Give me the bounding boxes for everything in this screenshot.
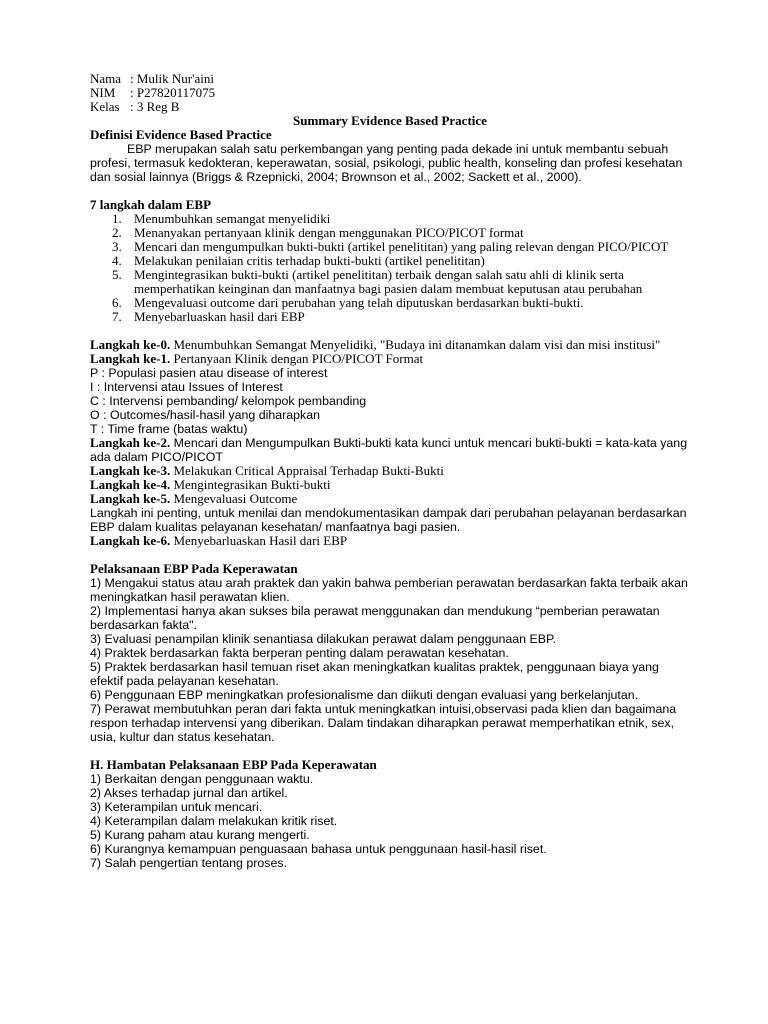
- header-kelas: [90, 100, 690, 114]
- hambatan-heading: H. Hambatan Pelaksanaan EBP Pada Keperawatan: [90, 757, 377, 772]
- list-item: 5. Mengintegrasikan bukti-bukti (artikel penelititan) terbaik dengan salah satu ahli di klinik serta memperhatikan keinginan dan manfaatnya bagi pasien dalam membuat keputusan atau perubahan: [112, 267, 643, 296]
- pico-p: P : Populasi pasien atau disease of interest: [90, 366, 328, 380]
- langkah-2-text: Mencari dan Mengumpulkan Bukti-bukti kata kunci untuk mencari bukti-bukti = kata-kata yang ada dalam PICO/PICOT: [90, 436, 688, 464]
- document-title: Summary Evidence Based Practice: [293, 113, 487, 128]
- pico-o: O : Outcomes/hasil-hasil yang diharapkan: [90, 408, 321, 422]
- langkah-5-text: Mengevaluasi Outcome: [170, 491, 298, 506]
- hambatan-item-7: 7) Salah pengertian tentang proses.: [90, 856, 288, 870]
- langkah-0: [90, 338, 690, 352]
- header-nim-value: : P27820117075: [130, 85, 216, 100]
- langkah-4: [90, 478, 690, 492]
- pelaksanaan-heading: Pelaksanaan EBP Pada Keperawatan: [90, 561, 298, 576]
- langkah-2-label: Langkah ke-2.: [90, 435, 171, 450]
- hambatan-item-5: 5) Kurang paham atau kurang mengerti.: [90, 828, 310, 842]
- langkah7-list: [90, 212, 690, 324]
- langkah-1-label: Langkah ke-1.: [90, 351, 171, 366]
- document-page: [90, 72, 690, 870]
- langkah-2: [90, 436, 690, 464]
- pelaksanaan-item-4: 4) Praktek berdasarkan fakta berperan penting dalam perawatan kesehatan.: [90, 646, 509, 660]
- pelaksanaan-item-6: 6) Penggunaan EBP meningkatkan profesionalisme dan diikuti dengan evaluasi yang berkelanjutan.: [90, 688, 639, 702]
- definisi-body: EBP merupakan salah satu perkembangan yang penting pada dekade ini untuk membantu sebuah profesi, termasuk kedokteran, keperawatan, sosial, psikologi, public health, konseling dan profesi kesehatan dan sosial lainnya (Briggs & Rzepnicki, 2004; Brownson et al., 2002; Sackett et al., 2000).: [90, 142, 683, 184]
- list-item: 1. Menumbuhkan semangat menyelidiki: [112, 211, 331, 226]
- langkah-0-label: Langkah ke-0.: [90, 337, 171, 352]
- pico-t: T : Time frame (batas waktu): [90, 422, 248, 436]
- langkah-6-label: Langkah ke-6.: [90, 533, 171, 548]
- pelaksanaan-item-2: 2) Implementasi hanya akan sukses bila perawat menggunakan dan mendukung “pemberian perawatan berdasarkan fakta".: [90, 604, 660, 632]
- langkah-3-label: Langkah ke-3.: [90, 463, 171, 478]
- header-kelas-label: Kelas: [90, 99, 120, 114]
- langkah-4-label: Langkah ke-4.: [90, 477, 171, 492]
- pelaksanaan-item-5: 5) Praktek berdasarkan hasil temuan riset akan meningkatkan kualitas praktek, penggunaan biaya yang efektif pada pelayanan kesehatan.: [90, 660, 659, 688]
- langkah-5-body: Langkah ini penting, untuk menilai dan mendokumentasikan dampak dari perubahan pelayanan berdasarkan EBP dalam kualitas pelayanan kesehatan/ manfaatnya bagi pasien.: [90, 506, 687, 534]
- langkah7-heading: 7 langkah dalam EBP: [90, 197, 212, 212]
- langkah-6: [90, 534, 690, 548]
- langkah-6-text: Menyebarluaskan Hasil dari EBP: [170, 533, 348, 548]
- hambatan-item-4: 4) Keterampilan dalam melakukan kritik riset.: [90, 814, 338, 828]
- list-item: 3. Mencari dan mengumpulkan bukti-bukti (artikel penelititan) yang paling relevan dengan PICO/PICOT: [112, 239, 669, 254]
- pelaksanaan-item-7: 7) Perawat membutuhkan peran dari fakta untuk meningkatkan intuisi,observasi pada klien dan bagaimana respon terhadap intervensi yang diberikan. Dalam tindakan diharapkan perawat memperhatikan etnik, sex, usia, kultur dan status kesehatan.: [90, 702, 677, 744]
- definisi-heading: Definisi Evidence Based Practice: [90, 127, 272, 142]
- header-nama: [90, 72, 690, 86]
- header-nim: [90, 86, 690, 100]
- list-item: 7. Menyebarluaskan hasil dari EBP: [112, 309, 305, 324]
- langkah-5-label: Langkah ke-5.: [90, 491, 171, 506]
- hambatan-item-1: 1) Berkaitan dengan penggunaan waktu.: [90, 772, 314, 786]
- list-item: 6. Mengevaluasi outcome dari perubahan yang telah diputuskan berdasarkan bukti-bukti.: [112, 295, 584, 310]
- list-item: 4. Melakukan penilaian critis terhadap bukti-bukti (artikel penelititan): [112, 253, 485, 268]
- pelaksanaan-item-1: 1) Mengakui status atau arah praktek dan yakin bahwa pemberian perawatan berdasarkan fakta terbaik akan meningkatkan hasil perawatan klien.: [90, 576, 688, 604]
- langkah-0-text: Menumbuhkan Semangat Menyelidiki, "Budaya ini ditanamkan dalam visi dan misi institusi": [170, 337, 661, 352]
- hambatan-item-2: 2) Akses terhadap jurnal dan artikel.: [90, 786, 288, 800]
- pico-i: I : Intervensi atau Issues of Interest: [90, 380, 283, 394]
- header-kelas-value: : 3 Reg B: [130, 99, 180, 114]
- langkah-1: [90, 352, 690, 366]
- langkah-3: [90, 464, 690, 478]
- list-item: 2. Menanyakan pertanyaan klinik dengan menggunakan PICO/PICOT format: [112, 225, 524, 240]
- pelaksanaan-item-3: 3) Evaluasi penampilan klinik senantiasa dilakukan perawat dalam penggunaan EBP.: [90, 632, 557, 646]
- header-nama-label: Nama: [90, 71, 122, 86]
- hambatan-item-3: 3) Keterampilan untuk mencari.: [90, 800, 263, 814]
- langkah-3-text: Melakukan Critical Appraisal Terhadap Bukti-Bukti: [170, 463, 444, 478]
- pico-c: C : Intervensi pembanding/ kelompok pembanding: [90, 394, 367, 408]
- langkah-1-text: Pertanyaan Klinik dengan PICO/PICOT Format: [170, 351, 424, 366]
- hambatan-item-6: 6) Kurangnya kemampuan penguasaan bahasa untuk penggunaan hasil-hasil riset.: [90, 842, 547, 856]
- header-nama-value: : Mulik Nur'aini: [130, 71, 214, 86]
- langkah-4-text: Mengintegrasikan Bukti-bukti: [170, 477, 331, 492]
- langkah-5: [90, 492, 690, 506]
- header-nim-label: NIM: [90, 85, 116, 100]
